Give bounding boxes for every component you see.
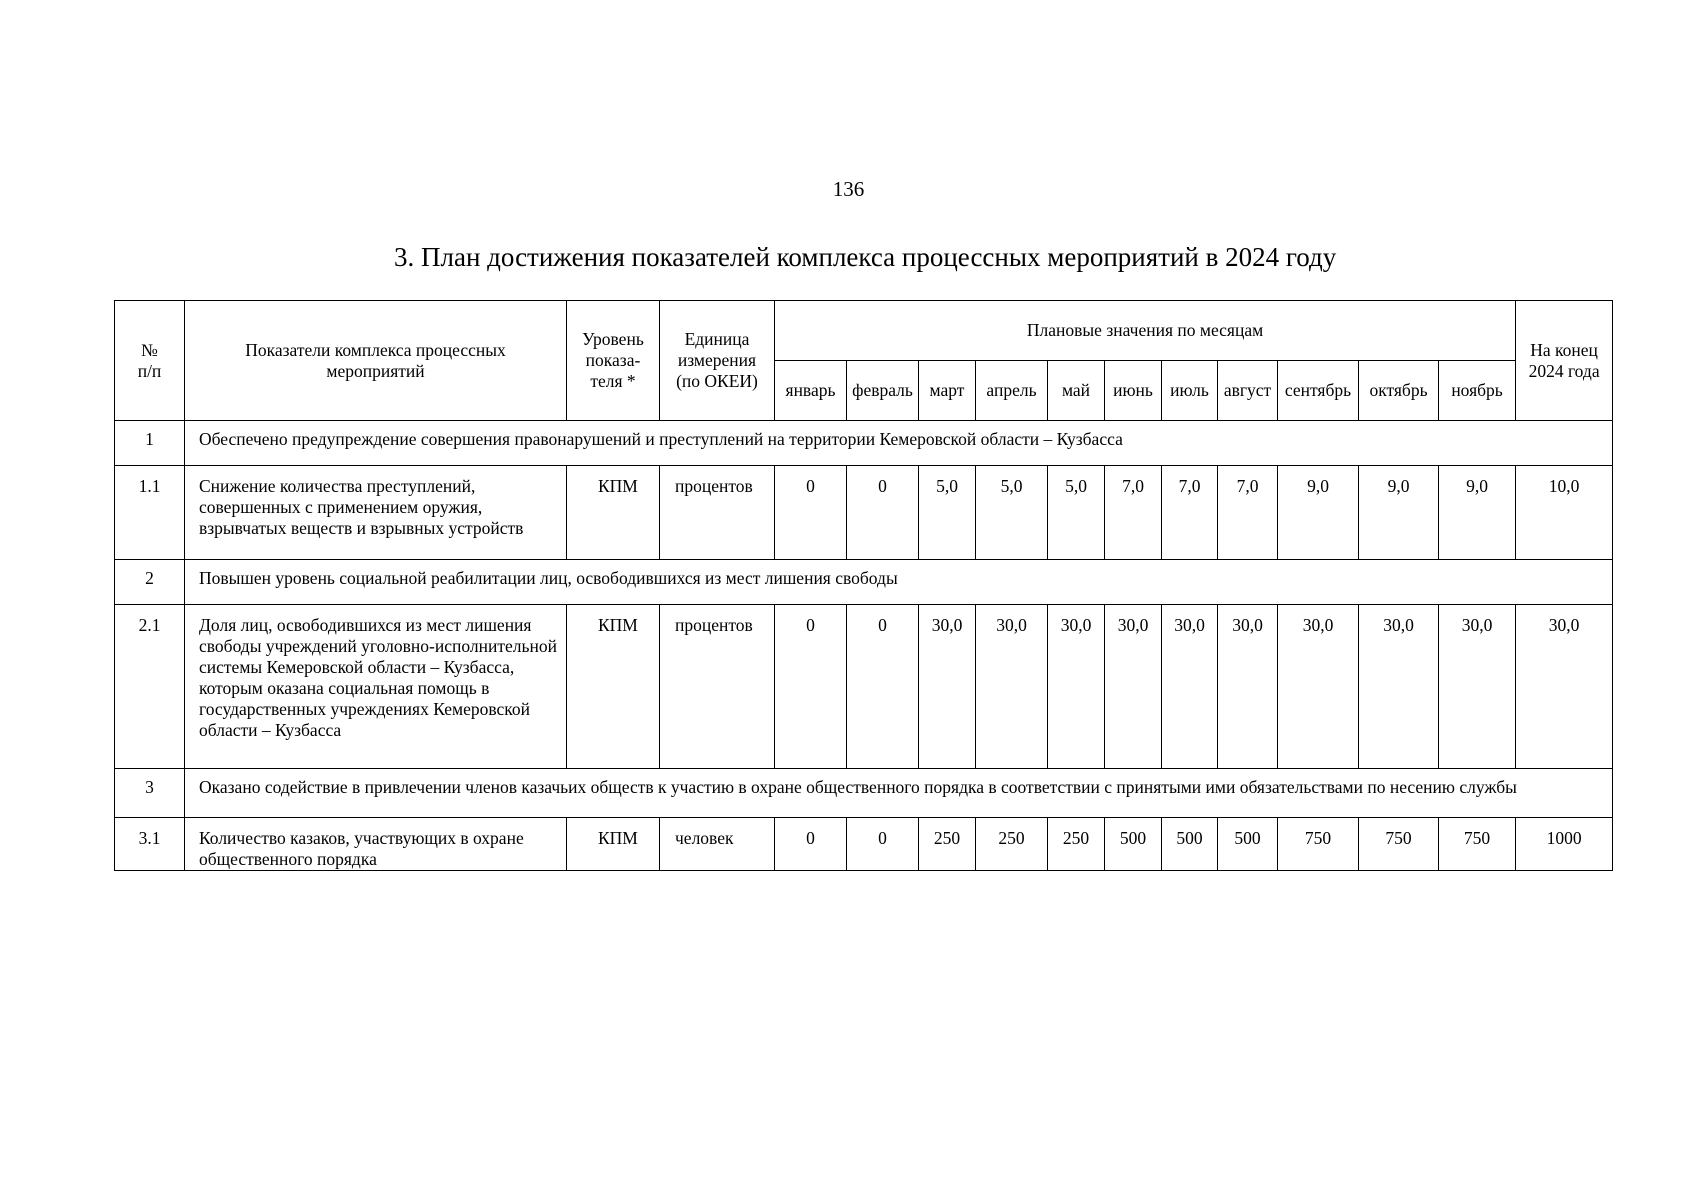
month-value: 7,0 [1218, 466, 1278, 560]
header-unit: Единица измерения (по ОКЕИ) [660, 301, 775, 421]
month-header: март [919, 361, 976, 421]
section-title: Обеспечено предупреждение совершения правонарушений и преступлений на территории Кемеровской области – Кузбасса [185, 421, 1613, 466]
indicator-level: КПМ [567, 818, 660, 871]
month-value: 250 [1048, 818, 1105, 871]
month-header: февраль [847, 361, 919, 421]
month-value: 0 [847, 818, 919, 871]
month-header: август [1218, 361, 1278, 421]
month-value: 500 [1162, 818, 1218, 871]
month-value: 30,0 [1048, 605, 1105, 769]
section-title: Повышен уровень социальной реабилитации лиц, освободившихся из мест лишения свободы [185, 560, 1613, 605]
month-value: 30,0 [1218, 605, 1278, 769]
indicator-unit: процентов [660, 605, 775, 769]
month-value: 0 [847, 605, 919, 769]
month-value: 5,0 [919, 466, 976, 560]
end-of-year-value: 30,0 [1516, 605, 1613, 769]
row-num: 1.1 [115, 466, 185, 560]
month-value: 9,0 [1278, 466, 1359, 560]
section-row [115, 560, 1613, 605]
document-title: 3. План достижения показателей комплекса процессных мероприятий в 2024 году [394, 242, 1337, 272]
month-value: 30,0 [1105, 605, 1162, 769]
month-value: 30,0 [919, 605, 976, 769]
indicator-name: Снижение количества преступлений, совершенных с применением оружия, взрывчатых веществ и взрывных устройств [185, 466, 567, 560]
section-row [115, 421, 1613, 466]
month-value: 9,0 [1439, 466, 1516, 560]
header-level: Уровень показа-теля * [567, 301, 660, 421]
header-indicator: Показатели комплекса процессных мероприятий [185, 301, 567, 421]
month-value: 0 [847, 466, 919, 560]
indicator-name: Доля лиц, освободившихся из мест лишения свободы учреждений уголовно-исполнительной системы Кемеровской области – Кузбасса, которым оказана социальная помощь в государственных учреждениях Кемеровской области – Кузбасса [185, 605, 567, 769]
month-value: 30,0 [1162, 605, 1218, 769]
month-value: 9,0 [1359, 466, 1439, 560]
month-value: 500 [1218, 818, 1278, 871]
month-value: 750 [1439, 818, 1516, 871]
section-num: 2 [115, 560, 185, 605]
header-planned-values: Плановые значения по месяцам [775, 301, 1516, 361]
section-num: 1 [115, 421, 185, 466]
month-value: 750 [1359, 818, 1439, 871]
indicator-level: КПМ [567, 466, 660, 560]
table-row [115, 466, 1613, 560]
month-value: 5,0 [1048, 466, 1105, 560]
table-row [115, 605, 1613, 769]
month-header: май [1048, 361, 1105, 421]
month-header: апрель [976, 361, 1048, 421]
section-title: Оказано содействие в привлечении членов казачьих обществ к участию в охране общественного порядка в соответствии с принятыми ими обязательствами по несению службы [185, 769, 1613, 818]
month-value: 750 [1278, 818, 1359, 871]
month-value: 500 [1105, 818, 1162, 871]
month-value: 30,0 [1278, 605, 1359, 769]
month-value: 30,0 [1359, 605, 1439, 769]
end-of-year-value: 1000 [1516, 818, 1613, 871]
section-num: 3 [115, 769, 185, 818]
header-end-of-year: На конец 2024 года [1516, 301, 1613, 421]
indicator-unit: человек [660, 818, 775, 871]
end-of-year-value: 10,0 [1516, 466, 1613, 560]
month-value: 5,0 [976, 466, 1048, 560]
month-header: июль [1162, 361, 1218, 421]
month-value: 7,0 [1162, 466, 1218, 560]
month-header: октябрь [1359, 361, 1439, 421]
indicator-name: Количество казаков, участвующих в охране общественного порядка [185, 818, 567, 871]
month-header: январь [775, 361, 847, 421]
month-value: 250 [919, 818, 976, 871]
indicator-plan-table [114, 300, 1613, 871]
table-row [115, 818, 1613, 871]
header-num: № п/п [115, 301, 185, 421]
month-value: 250 [976, 818, 1048, 871]
month-value: 0 [775, 466, 847, 560]
row-num: 2.1 [115, 605, 185, 769]
month-value: 30,0 [976, 605, 1048, 769]
month-value: 0 [775, 818, 847, 871]
indicator-level: КПМ [567, 605, 660, 769]
month-header: ноябрь [1439, 361, 1516, 421]
indicator-unit: процентов [660, 466, 775, 560]
month-value: 0 [775, 605, 847, 769]
page-number: 136 [832, 177, 865, 201]
month-header: июнь [1105, 361, 1162, 421]
section-row [115, 769, 1613, 818]
month-header: сентябрь [1278, 361, 1359, 421]
month-value: 30,0 [1439, 605, 1516, 769]
month-value: 7,0 [1105, 466, 1162, 560]
row-num: 3.1 [115, 818, 185, 871]
